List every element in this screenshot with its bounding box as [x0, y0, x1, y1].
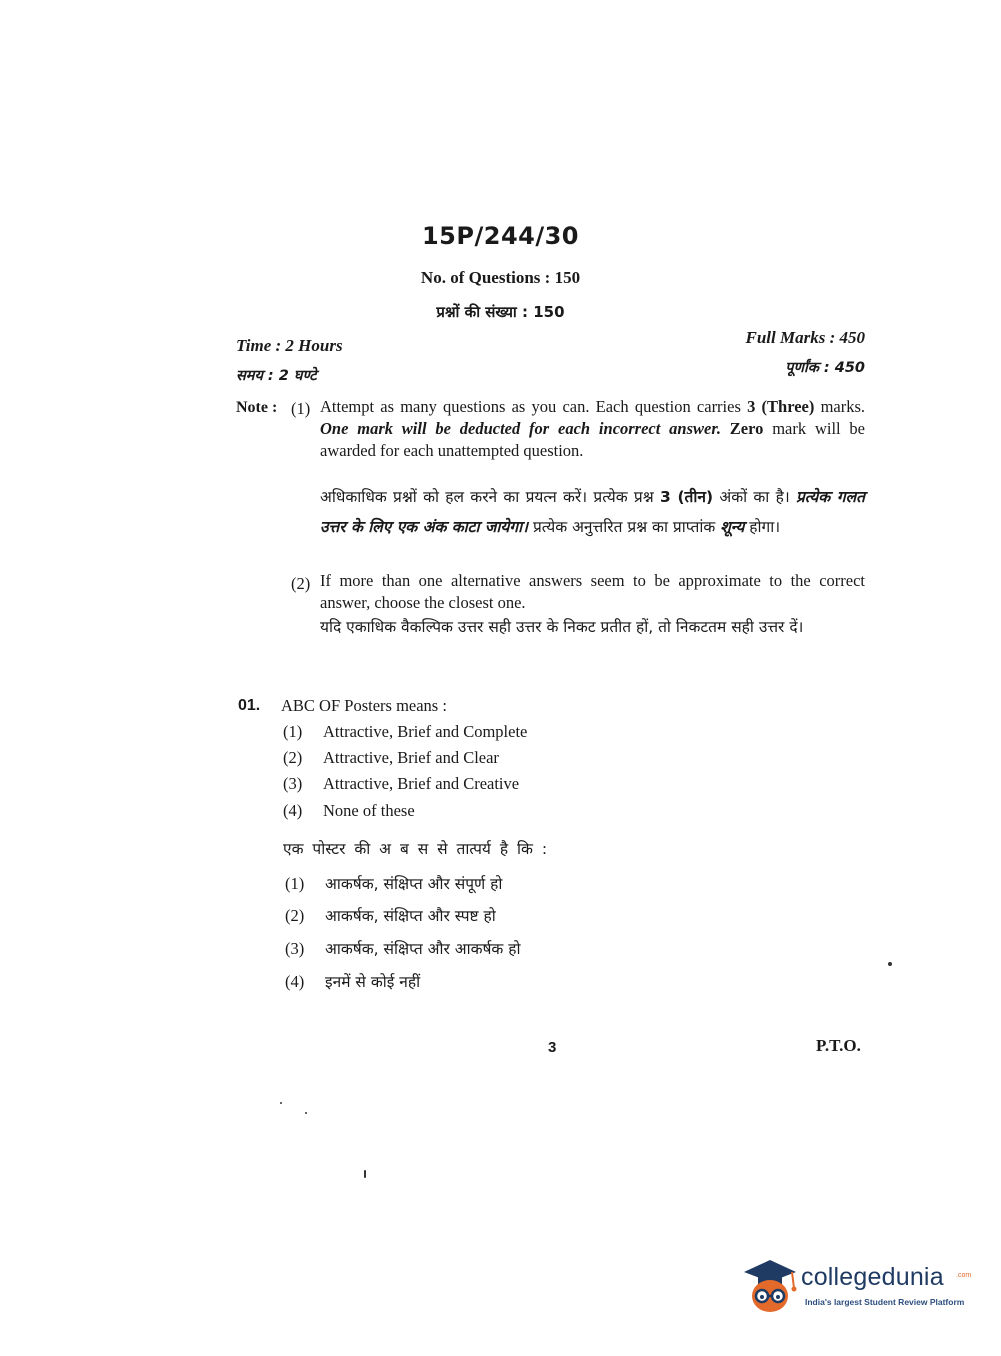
option-label: (4) — [285, 972, 305, 991]
note-item-2-english: If more than one alternative answers seem to be approximate to the correct answer, choose the closest one. — [320, 571, 865, 612]
note-1-hi-zero: शून्य — [720, 518, 745, 536]
option-en-3 — [283, 774, 519, 794]
option-en-2 — [283, 748, 499, 768]
question-number: 01. — [238, 697, 261, 714]
option-hi-1 — [285, 872, 502, 894]
note-item-2-number: (2) — [291, 574, 311, 593]
full-marks-hi: पूर्णांक : 450 — [785, 360, 865, 376]
option-text: आकर्षक, संक्षिप्त और स्पष्ट हो — [325, 907, 496, 925]
note-item-2-hindi: यदि एकाधिक वैकल्पिक उत्तर सही उत्तर के निकट प्रतीत हों, तो निकटतम सही उत्तर दें। — [320, 618, 804, 636]
option-label: (2) — [285, 906, 305, 925]
note-item-1-hindi — [320, 482, 865, 542]
option-label: (4) — [283, 801, 303, 820]
note-1-hi-text: अधिकाधिक प्रश्नों को हल करने का प्रयत्न करें। प्रत्येक प्रश्न — [320, 488, 660, 506]
time-hi: समय : 2 घण्टे — [236, 368, 317, 384]
option-label: (1) — [285, 874, 305, 893]
full-marks-en: Full Marks : 450 — [745, 328, 865, 347]
questions-count-en: No. of Questions : 150 — [420, 268, 581, 287]
brand-tagline: India's largest Student Review Platform — [805, 1297, 965, 1307]
note-1-space — [721, 419, 730, 438]
option-label: (1) — [283, 722, 303, 741]
scan-speck — [305, 1112, 307, 1114]
option-text: None of these — [323, 801, 415, 820]
option-hi-4 — [285, 970, 420, 992]
question-text-en: ABC OF Posters means : — [281, 696, 447, 715]
option-text: आकर्षक, संक्षिप्त और आकर्षक हो — [325, 940, 521, 958]
note-1-text: mark will be awarded for each unattempted question. — [320, 419, 865, 460]
scan-speck — [280, 1102, 282, 1104]
option-label: (3) — [283, 774, 303, 793]
note-label: Note : — [236, 399, 278, 416]
scan-speck — [888, 962, 892, 966]
brand-suffix: .com — [956, 1272, 972, 1279]
note-1-hi-text: प्रत्येक अनुत्तरित प्रश्न का प्राप्तांक — [528, 518, 721, 536]
time-en: Time : 2 Hours — [236, 336, 343, 355]
note-item-1-english — [320, 396, 865, 462]
note-1-text: Attempt as many questions as you can. Each question carries — [320, 397, 748, 416]
option-hi-3 — [285, 937, 521, 959]
note-1-zero: Zero — [729, 419, 764, 438]
option-text: Attractive, Brief and Complete — [323, 722, 528, 741]
option-label: (2) — [283, 748, 303, 767]
pto-label: P.T.O. — [816, 1036, 861, 1055]
option-en-1 — [283, 722, 527, 742]
paper-code: 15P/244/30 — [421, 222, 579, 250]
note-1-negative-marking: One mark will be deducted for each incorrect answer. — [320, 419, 721, 438]
option-text: आकर्षक, संक्षिप्त और संपूर्ण हो — [325, 875, 503, 893]
option-label: (3) — [285, 939, 305, 958]
page-number: 3 — [548, 1039, 557, 1056]
note-item-1-number: (1) — [291, 399, 311, 418]
option-text: Attractive, Brief and Clear — [323, 748, 499, 767]
option-text: Attractive, Brief and Creative — [323, 774, 520, 793]
note-1-hi-text: अंकों का है। — [713, 488, 796, 506]
question-text-hi: एक पोस्टर की अ ब स से तात्पर्य है कि : — [283, 840, 548, 858]
note-1-hi-marks: 3 (तीन) — [659, 488, 714, 506]
option-text: इनमें से कोई नहीं — [325, 973, 421, 991]
brand-name: collegedunia — [801, 1263, 944, 1291]
note-1-hi-text: होगा। — [744, 518, 781, 536]
scan-speck — [364, 1170, 366, 1178]
note-1-hi-negative: प्रत्येक गलत उत्तर के लिए एक अंक काटा जायेगा। — [320, 488, 866, 536]
note-1-text: marks. — [814, 397, 866, 416]
questions-count-hi: प्रश्नों की संख्या : 150 — [436, 303, 565, 321]
note-1-marks: 3 (Three) — [747, 397, 815, 416]
option-en-4 — [283, 801, 415, 821]
option-hi-2 — [285, 904, 496, 926]
